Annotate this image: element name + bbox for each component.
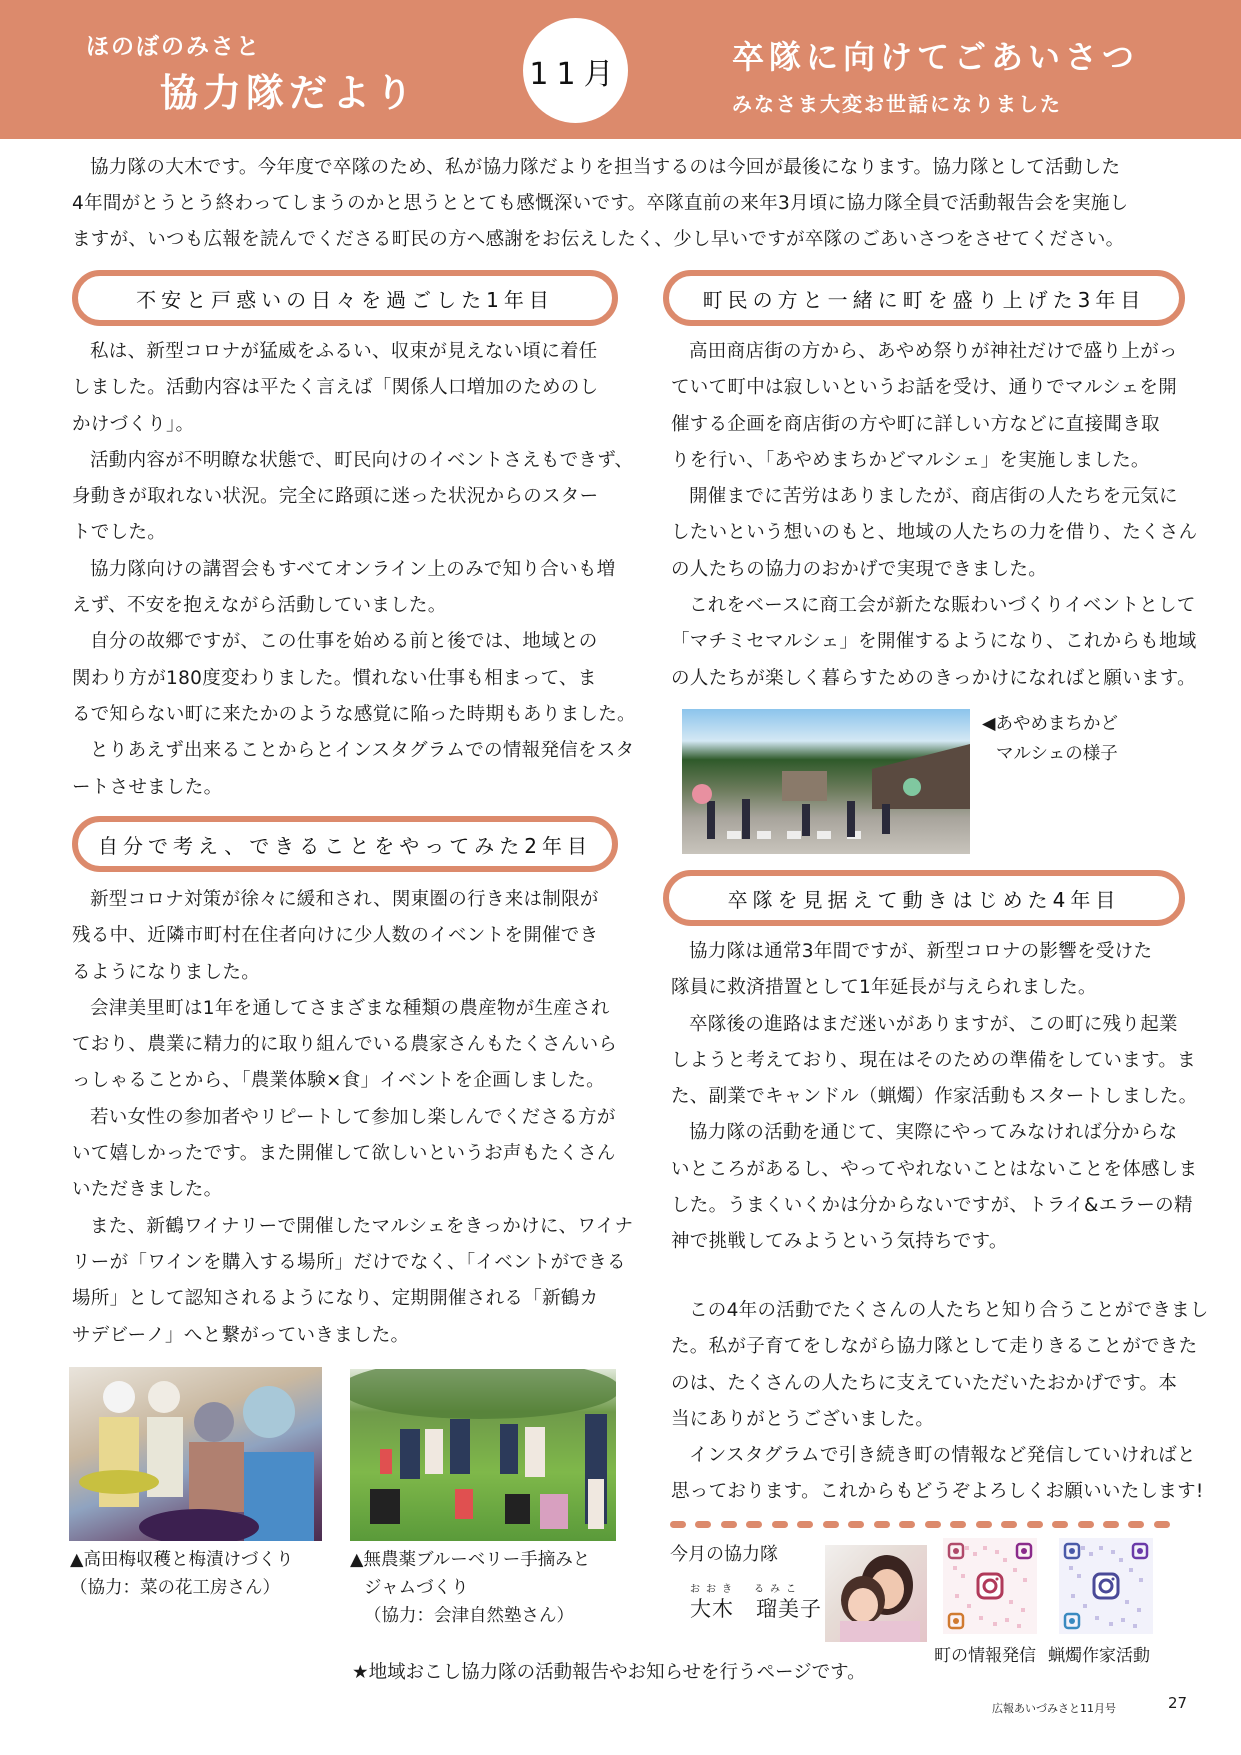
month-label: 11月 xyxy=(529,56,622,92)
body-line: いて嬉しかったです。また開催して欲しいというお声もたくさん xyxy=(72,1143,616,1165)
caption-line: ◀あやめまちかど xyxy=(982,714,1118,734)
footer-note: ★地域おこし協力隊の活動報告やお知らせを行うページです。 xyxy=(352,1662,866,1683)
section-heading-year2 xyxy=(72,816,618,872)
member-name: 大木 瑠美子 xyxy=(690,1597,822,1621)
body-line: 開催までに苦労はありましたが、商店街の人たちを元気に xyxy=(689,486,1178,508)
marche-photo-caption xyxy=(982,709,1118,769)
body-line: しました。活動内容は平たく言えば「関係人口増加のためのし xyxy=(72,377,599,399)
body-line: 協力隊は通常3年間ですが、新型コロナの影響を受けた xyxy=(689,941,1153,962)
body-line: リーが「ワインを購入する場所」だけでなく、「イベントができる xyxy=(72,1251,626,1273)
section-heading-text: 不安と戸惑いの日々を過ごした1年目 xyxy=(136,287,554,312)
body-line: した。うまくいくかは分からないですが、トライ&エラーの精 xyxy=(671,1195,1193,1217)
caption-line: ▲高田梅収穫と梅漬けづくり xyxy=(70,1550,294,1570)
body-line: 新型コロナ対策が徐々に緩和され、関東圏の行き来は制限が xyxy=(90,889,599,910)
intro-line: 協力隊の大木です。今年度で卒隊のため、私が協力隊だよりを担当するのは今回が最後になります。協力隊として活動した xyxy=(90,157,1121,178)
month-badge xyxy=(523,18,628,123)
intro-line: ますが、いつも広報を読んでくださる町民の方へ感謝をお伝えしたく、少し早いですが卒隊のごあいさつをさせてください。 xyxy=(72,229,1125,250)
marche-photo-illustration xyxy=(682,709,970,854)
caption-line: ジャムづくり xyxy=(364,1578,469,1598)
section-body-year2 xyxy=(72,882,632,1354)
qr-label-candle-artist: 蝋燭作家活動 xyxy=(1048,1646,1150,1666)
body-line: 高田商店街の方から、あやめ祭りが神社だけで盛り上がっ xyxy=(689,341,1178,362)
blueberry-photo-caption xyxy=(350,1546,590,1630)
body-line: た。私が子育てをしながら協力隊として走りきることができた xyxy=(671,1336,1198,1358)
body-line: っしゃることから、「農業体験×食」イベントを企画しました。 xyxy=(72,1070,605,1092)
body-line: のは、たくさんの人たちに支えていただいたおかげです。本 xyxy=(671,1372,1178,1394)
instagram-qr-icon xyxy=(943,1538,1037,1634)
body-line: るようになりました。 xyxy=(72,961,261,983)
body-line: ており、農業に精力的に取り組んでいる農家さんもたくさんいら xyxy=(72,1034,618,1056)
intro-paragraph xyxy=(72,150,1182,258)
member-portrait-photo xyxy=(825,1545,927,1642)
body-line: 若い女性の参加者やリピートして参加し楽しんでくださる方が xyxy=(90,1106,616,1128)
marche-photo xyxy=(682,709,970,854)
body-line: えず、不安を抱えながら活動していました。 xyxy=(72,595,447,617)
dashed-divider xyxy=(670,1521,1170,1529)
qr-code-town-info[interactable] xyxy=(943,1538,1037,1634)
section-heading-text: 卒隊を見据えて動きはじめた4年目 xyxy=(727,887,1121,912)
body-line: 身動きが取れない状況。完全に路頭に迷った状況からのスター xyxy=(72,486,599,508)
body-line: 活動内容が不明瞭な状態で、町民向けのイベントさえもできず、 xyxy=(90,449,634,471)
body-line: しようと考えており、現在はそのための準備をしています。ま xyxy=(671,1049,1196,1071)
body-line: サデビーノ」へと繋がっていきました。 xyxy=(72,1324,410,1346)
body-line: るで知らない町に来たかのような感覚に陥った時期もありました。 xyxy=(72,703,636,725)
article-title: 卒隊に向けてごあいさつ xyxy=(732,38,1140,76)
ume-pickling-photo xyxy=(69,1367,322,1541)
qr-code-candle-artist[interactable] xyxy=(1059,1538,1153,1634)
member-label: 今月の協力隊 xyxy=(670,1544,778,1565)
qr-label-town-info: 町の情報発信 xyxy=(934,1646,1036,1666)
body-line: 神で挑戦してみようという気持ちです。 xyxy=(671,1231,1008,1253)
ume-photo-caption xyxy=(70,1546,293,1602)
body-line: 卒隊後の進路はまだ迷いがありますが、この町に残り起業 xyxy=(689,1013,1178,1035)
body-line: 場所」として認知されるようになり、定期開催される「新鶴カ xyxy=(72,1288,599,1310)
body-line: ていて町中は寂しいというお話を受け、通りでマルシェを開 xyxy=(671,377,1178,399)
body-line: 残る中、近隣市町村在住者向けに少人数のイベントを開催でき xyxy=(72,925,599,947)
caption-line: マルシェの様子 xyxy=(996,744,1118,764)
section-body-year1 xyxy=(72,334,636,806)
body-line: りを行い、「あやめまちかどマルシェ」を実施しました。 xyxy=(671,449,1150,471)
section-body-year4 xyxy=(671,934,1198,1261)
body-line: 思っております。これからもどうぞよろしくお願いいたします! xyxy=(671,1481,1204,1503)
body-line: 催する企画を商店街の方や町に詳しい方などに直接聞き取 xyxy=(671,413,1160,435)
section-heading-text: 自分で考え、できることをやってみた2年目 xyxy=(98,833,592,858)
portrait-illustration xyxy=(825,1545,927,1642)
body-line: 自分の故郷ですが、この仕事を始める前と後では、地域との xyxy=(90,631,598,653)
article-subtitle: みなさま大変お世話になりました xyxy=(732,92,1062,116)
body-line: この4年の活動でたくさんの人たちと知り合うことができまし xyxy=(689,1300,1209,1321)
body-line: また、新鶴ワイナリーで開催したマルシェをきっかけに、ワイナ xyxy=(90,1215,634,1237)
body-line: インスタグラムで引き続き町の情報など発信していければと xyxy=(689,1445,1196,1467)
section-heading-year3 xyxy=(663,270,1185,326)
body-line: かけづくり」。 xyxy=(72,413,195,435)
closing-paragraph xyxy=(671,1293,1209,1511)
section-body-year3 xyxy=(671,334,1198,697)
body-line: 協力隊向けの講習会もすべてオンライン上のみで知り合いも増 xyxy=(90,558,616,580)
body-line: 隊員に救済措置として1年延長が与えられました。 xyxy=(671,977,1097,999)
ume-photo-illustration xyxy=(69,1367,322,1541)
body-line: いところがあるし、やってやれないことはないことを体感しま xyxy=(671,1158,1198,1180)
body-line: 協力隊の活動を通じて、実際にやってみなければ分からな xyxy=(689,1122,1178,1144)
body-line: ートさせました。 xyxy=(72,776,223,798)
body-line: トでした。 xyxy=(72,522,167,544)
section-heading-text: 町民の方と一緒に町を盛り上げた3年目 xyxy=(702,287,1146,312)
header-subtitle: ほのぼのみさと xyxy=(86,34,261,60)
blueberry-picking-photo xyxy=(350,1369,616,1541)
header-banner xyxy=(0,0,1241,139)
caption-line: （協力：菜の花工房さん） xyxy=(70,1578,280,1598)
section-heading-year4 xyxy=(663,870,1185,926)
body-line: 私は、新型コロナが猛威をふるい、収束が見えない頃に着任 xyxy=(90,341,598,362)
body-line: これをベースに商工会が新たな賑わいづくりイベントとして xyxy=(689,595,1196,617)
blueberry-photo-illustration xyxy=(350,1369,616,1541)
body-line: の人たちが楽しく暮らすためのきっかけになればと願います。 xyxy=(671,667,1196,689)
section-heading-year1 xyxy=(72,270,618,326)
body-line: 会津美里町は1年を通してさまざまな種類の農産物が生産され xyxy=(90,997,610,1019)
body-line: 当にありがとうございました。 xyxy=(671,1408,935,1430)
intro-line: 4年間がとうとう終わってしまうのかと思うととても感慨深いです。卒隊直前の来年3月頃に協力隊全員で活動報告会を実施し xyxy=(72,193,1129,214)
body-line: とりあえず出来ることからとインスタグラムでの情報発信をスタ xyxy=(90,740,635,762)
body-line: の人たちの協力のおかげで実現できました。 xyxy=(671,558,1048,580)
instagram-qr-icon xyxy=(1059,1538,1153,1634)
magazine-issue: 広報あいづみさと11月号 xyxy=(992,1702,1116,1715)
body-line: いただきました。 xyxy=(72,1179,223,1201)
body-line: た、副業でキャンドル（蝋燭）作家活動もスタートしました。 xyxy=(671,1086,1198,1108)
header-title: 協力隊だより xyxy=(160,71,419,115)
body-line: したいという想いのもと、地域の人たちの力を借り、たくさん xyxy=(671,522,1198,544)
caption-line: ▲無農薬ブルーベリー手摘みと xyxy=(350,1550,591,1570)
body-line: 「マチミセマルシェ」を開催するようになり、これからも地域 xyxy=(671,631,1197,653)
page-number: 27 xyxy=(1168,1694,1188,1712)
member-name-ruby: おおき るみこ xyxy=(690,1584,802,1595)
body-line: 関わり方が180度変わりました。慣れない仕事も相まって、ま xyxy=(72,667,597,689)
caption-line: （協力：会津自然塾さん） xyxy=(364,1606,574,1626)
